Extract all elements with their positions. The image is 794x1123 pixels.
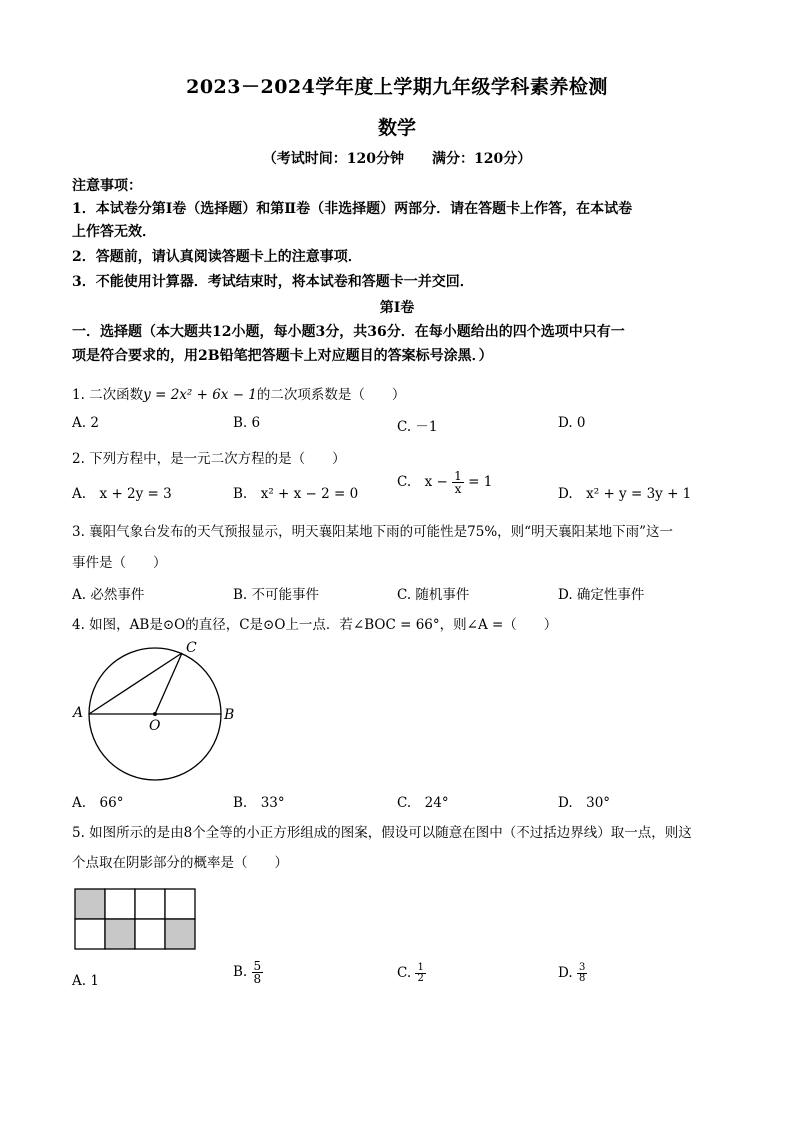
question-3-line-2: 事件是（ ） — [72, 555, 167, 571]
q1-option-d: D. 0 — [558, 415, 586, 431]
q3-option-d: D. 确定性事件 — [558, 587, 645, 603]
q3-option-b: B. 不可能事件 — [233, 587, 320, 603]
q2-option-c — [397, 470, 492, 495]
numerator: 1 — [417, 962, 424, 973]
q5-option-d — [558, 963, 587, 984]
question-1 — [72, 383, 405, 403]
q2-option-c-head: C. x − — [397, 474, 448, 490]
numerator: 3 — [578, 962, 586, 973]
q5-option-a: A. 1 — [72, 973, 99, 989]
q2-option-a: A. x + 2y = 3 — [72, 486, 172, 502]
square-grid-figure — [74, 888, 198, 950]
q2-option-b: B. x² + x − 2 = 0 — [233, 486, 359, 502]
q2-option-c-denominator: x — [454, 482, 462, 496]
q2-option-c-tail: = 1 — [468, 474, 493, 490]
exam-title: 2023－2024学年度上学期九年级学科素养检测 — [186, 76, 608, 98]
q2-option-d: D. x² + y = 3y + 1 — [558, 486, 692, 502]
q1-option-c: C. －1 — [397, 419, 438, 435]
question-2: 2. 下列方程中，是一元二次方程的是（ ） — [72, 451, 346, 467]
q4-option-a: A. 66° — [72, 795, 124, 811]
section-intro-line-2: 项是符合要求的，用2B铅笔把答题卡上对应题目的答案标号涂黑．） — [72, 348, 493, 364]
q4-option-c: C. 24° — [397, 795, 449, 811]
q5-option-c-label: C. — [397, 965, 412, 981]
note-1-line-2: 上作答无效． — [72, 224, 156, 240]
q5-option-b-label: B. — [233, 964, 248, 980]
label-c: C — [186, 640, 197, 656]
section-intro-line-1: 一．选择题（本大题共12小题，每小题3分，共36分．在每小题给出的四个选项中只有一 — [72, 324, 625, 340]
center-point — [153, 712, 157, 716]
note-3: 3．不能使用计算器．考试结束时，将本试卷和答题卡一并交回． — [72, 274, 474, 290]
q5-option-b — [233, 960, 263, 985]
blank-square — [165, 889, 195, 919]
numerator: 5 — [253, 959, 262, 973]
question-5-line-2: 个点取在阴影部分的概率是（ ） — [72, 855, 288, 871]
q5-option-c — [397, 963, 426, 984]
q5-option-d-fraction — [577, 963, 587, 984]
note-2: 2．答题前，请认真阅读答题卡上的注意事项． — [72, 249, 362, 265]
question-5-line-1: 5. 如图所示的是由8个全等的小正方形组成的图案，假设可以随意在图中（不过括边界线）取一点，则这 — [72, 825, 692, 841]
q1-option-b: B. 6 — [233, 415, 261, 431]
question-1-suffix: 的二次项系数是（ ） — [256, 387, 406, 403]
shaded-square — [75, 889, 105, 919]
q2-option-c-numerator: 1 — [454, 469, 462, 483]
notes-heading: 注意事项： — [72, 178, 142, 194]
question-1-formula: y = 2x² + 6x − 1 — [143, 387, 257, 403]
shaded-square — [165, 919, 195, 949]
blank-square — [135, 889, 165, 919]
label-b: B — [224, 707, 235, 723]
question-1-prefix: 1. 二次函数 — [72, 387, 144, 403]
label-o: O — [149, 718, 161, 734]
label-a: A — [73, 705, 84, 721]
q3-option-c: C. 随机事件 — [397, 587, 470, 603]
q3-option-a: A. 必然事件 — [72, 587, 145, 603]
denominator: 8 — [578, 973, 586, 984]
q5-option-b-fraction — [252, 960, 264, 985]
q5-option-c-fraction — [415, 963, 425, 984]
circle-figure — [66, 636, 246, 796]
blank-square — [75, 919, 105, 949]
blank-square — [105, 889, 135, 919]
note-1-line-1: 1．本试卷分第Ⅰ卷（选择题）和第Ⅱ卷（非选择题）两部分．请在答题卡上作答，在本试卷 — [72, 201, 633, 217]
q2-option-c-fraction — [452, 470, 464, 495]
subject-title: 数学 — [377, 117, 416, 139]
q4-option-b: B. 33° — [233, 795, 285, 811]
q5-option-d-label: D. — [558, 965, 573, 981]
exam-info: （考试时间：120分钟 满分：120分） — [262, 151, 532, 167]
denominator: 2 — [417, 973, 424, 984]
question-4: 4. 如图，AB是⊙O的直径，C是⊙O上一点．若∠BOC = 66°，则∠A =（ ） — [72, 617, 558, 633]
question-3-line-1: 3. 襄阳气象台发布的天气预报显示，明天襄阳某地下雨的可能性是75%，则“明天襄阳某地下雨”这一 — [72, 524, 673, 540]
denominator: 8 — [253, 972, 262, 986]
shaded-square — [105, 919, 135, 949]
blank-square — [135, 919, 165, 949]
section-label: 第Ⅰ卷 — [379, 300, 415, 316]
q4-option-d: D. 30° — [558, 795, 611, 811]
q1-option-a: A. 2 — [72, 415, 99, 431]
